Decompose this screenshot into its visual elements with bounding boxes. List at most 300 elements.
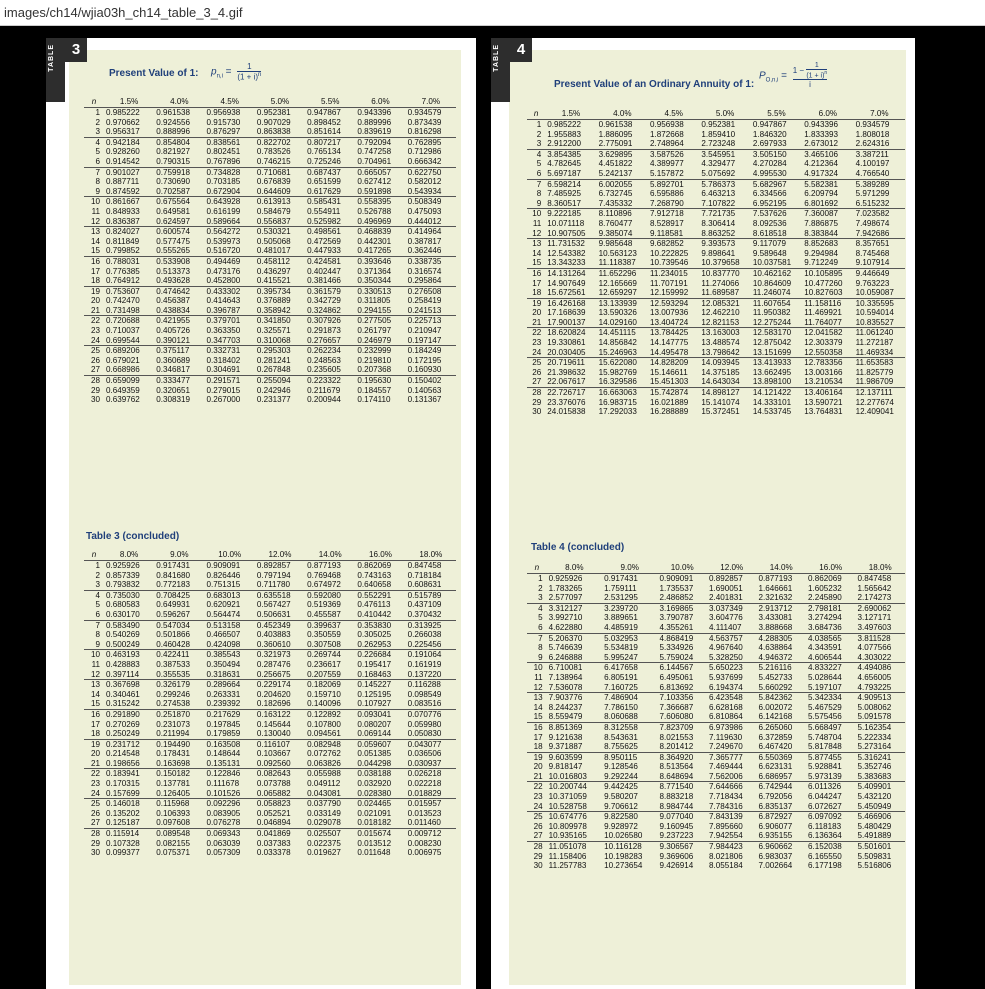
value-cell: 0.122846	[206, 769, 241, 779]
value-cell: 0.802451	[206, 147, 241, 157]
value-cell: 0.769468	[307, 570, 341, 580]
column-header: 12.0%	[707, 562, 757, 574]
value-cell: 0.665057	[357, 167, 392, 177]
period-cell: 29	[533, 851, 543, 861]
value-cell: 9.446649	[855, 268, 890, 278]
value-cell: 13.590326	[598, 308, 637, 318]
period-cell: 24	[84, 789, 104, 799]
value-cell: 0.057309	[206, 848, 241, 858]
table-4-main	[527, 108, 905, 417]
value-cell: 0.338735	[407, 256, 442, 266]
value-cell: 8.357651	[855, 239, 890, 249]
column-header: 4.5%	[205, 96, 255, 108]
value-cell: 10.477260	[804, 278, 843, 288]
value-cell: 0.183941	[105, 769, 140, 779]
value-cell: 0.649581	[156, 206, 191, 216]
value-cell: 0.246979	[355, 336, 405, 346]
formula-denominator: i	[793, 79, 827, 89]
value-cell: 0.015674	[357, 829, 392, 839]
value-cell: 9.294984	[804, 248, 838, 258]
value-cell: 9.121638	[548, 732, 583, 742]
value-cell: 0.513373	[156, 266, 191, 276]
value-cell: 6.810864	[707, 712, 757, 722]
value-cell: 0.468839	[357, 227, 392, 237]
period-cell: 7	[95, 167, 100, 177]
value-cell: 0.816298	[406, 127, 456, 137]
value-cell: 16.983715	[598, 397, 637, 407]
table-row	[527, 368, 905, 378]
table-row	[84, 818, 456, 828]
value-cell: 3.854385	[547, 149, 582, 159]
value-cell: 0.826446	[206, 570, 241, 580]
value-cell: 6.973986	[708, 722, 743, 732]
value-cell: 0.424581	[307, 256, 341, 266]
value-cell: 0.360610	[255, 640, 305, 650]
period-cell: 10	[90, 650, 100, 660]
value-cell: 0.041869	[256, 829, 291, 839]
value-cell: 10.563123	[598, 248, 637, 258]
value-cell: 0.887711	[105, 177, 140, 187]
period-cell: 27	[527, 377, 545, 387]
value-cell: 0.235605	[305, 365, 355, 375]
period-cell: 25	[532, 358, 542, 368]
value-cell: 8.618518	[751, 229, 802, 239]
column-header: 8.0%	[104, 549, 154, 561]
period-cell: 9	[84, 640, 104, 650]
value-cell: 0.515789	[407, 590, 442, 600]
value-cell: 0.018182	[355, 818, 405, 828]
value-cell: 0.195630	[357, 376, 392, 386]
value-cell: 0.582012	[407, 177, 442, 187]
table-row	[84, 167, 456, 177]
value-cell: 0.250249	[104, 729, 154, 739]
value-cell: 4.793225	[855, 683, 905, 693]
value-cell: 0.011648	[357, 848, 391, 858]
value-cell: 9.589648	[752, 248, 787, 258]
value-cell: 9.822580	[604, 812, 638, 822]
value-cell: 19.330861	[547, 338, 586, 348]
value-cell: 0.687437	[307, 167, 341, 177]
table-row	[84, 839, 456, 849]
value-cell: 11.825779	[855, 367, 894, 377]
value-cell: 6.835137	[756, 802, 806, 812]
value-cell: 4.494086	[857, 663, 892, 673]
formula-inner-fraction	[806, 62, 827, 79]
table-row	[84, 316, 456, 326]
value-cell: 0.148644	[206, 749, 241, 759]
table-row	[84, 296, 456, 306]
period-cell: 23	[90, 326, 100, 336]
value-cell: 0.683013	[206, 590, 241, 600]
value-cell: 0.917431	[604, 574, 638, 583]
value-cell: 0.310068	[255, 336, 305, 346]
value-cell: 10.827603	[802, 288, 853, 298]
period-cell: 18	[527, 288, 545, 298]
value-cell: 0.363350	[206, 326, 241, 336]
value-cell: 0.231073	[156, 719, 191, 729]
value-cell: 0.318631	[205, 670, 255, 680]
value-cell: 5.668497	[807, 722, 842, 732]
value-cell: 4.656005	[857, 672, 892, 682]
period-cell: 29	[90, 385, 100, 395]
period-cell: 17	[90, 266, 100, 276]
period-cell: 16	[533, 722, 543, 732]
table-row	[84, 749, 456, 759]
value-cell: 0.013523	[407, 808, 442, 818]
value-cell: 0.747258	[357, 147, 392, 157]
value-cell: 6.872927	[758, 812, 793, 822]
value-cell: 0.211679	[307, 385, 341, 395]
value-cell: 0.928260	[105, 147, 140, 157]
value-cell: 14.333101	[752, 397, 792, 407]
value-cell: 0.098549	[407, 689, 442, 699]
table-row	[527, 722, 905, 732]
value-cell: 0.481017	[255, 246, 305, 256]
value-cell: 0.093041	[357, 709, 392, 719]
table-3-title-text: Present Value of 1:	[109, 68, 199, 79]
value-cell: 0.150182	[156, 769, 191, 779]
table-row	[527, 712, 905, 722]
value-cell: 5.157872	[648, 169, 699, 179]
value-cell: 0.097608	[154, 818, 204, 828]
value-cell: 4.343591	[807, 643, 842, 653]
period-cell: 6	[84, 610, 104, 620]
table-row	[527, 130, 905, 140]
value-cell: 3.387211	[855, 149, 889, 159]
value-cell: 1.833393	[804, 129, 838, 139]
value-cell: 17.168639	[547, 308, 586, 318]
value-cell: 6.598214	[547, 179, 582, 189]
period-cell: 16	[532, 268, 542, 278]
value-cell: 6.742944	[758, 782, 793, 792]
value-cell: 24.015838	[547, 407, 586, 417]
value-cell: 0.649359	[105, 385, 140, 395]
value-cell: 12.085321	[701, 298, 740, 308]
value-cell: 6.144567	[659, 663, 694, 673]
value-cell: 13.784425	[650, 328, 689, 338]
value-cell: 0.038188	[357, 769, 392, 779]
value-cell: 0.877193	[307, 561, 341, 570]
table-row	[527, 603, 905, 613]
value-cell: 0.888996	[154, 127, 204, 137]
value-cell: 0.350494	[206, 659, 241, 669]
table-row	[527, 742, 905, 752]
column-header: 8.0%	[547, 562, 602, 574]
value-cell: 0.094561	[305, 729, 355, 739]
table-row	[527, 258, 905, 268]
table-row	[84, 395, 456, 405]
period-cell: 11	[91, 206, 100, 216]
value-cell: 0.751315	[205, 580, 255, 590]
value-cell: 6.495061	[659, 672, 694, 682]
value-cell: 0.241513	[406, 306, 456, 316]
period-cell: 4	[95, 137, 100, 147]
value-cell: 8.984744	[657, 802, 707, 812]
value-cell: 0.772183	[154, 580, 204, 590]
value-cell: 0.182696	[255, 699, 305, 709]
period-cell: 7	[95, 620, 100, 630]
value-cell: 4.303022	[855, 653, 905, 663]
table-row	[84, 276, 456, 286]
value-cell: 1.846320	[752, 129, 787, 139]
table-row	[527, 643, 905, 653]
value-cell: 12.783356	[804, 358, 843, 368]
value-cell: 1.605232	[807, 583, 842, 593]
value-cell: 3.312127	[548, 603, 583, 613]
value-cell: 7.469444	[708, 762, 743, 772]
value-cell: 0.519369	[307, 600, 341, 610]
value-cell: 6.118183	[807, 821, 842, 831]
value-cell: 0.731498	[104, 306, 154, 316]
table-row	[84, 237, 456, 247]
value-cell: 0.101526	[205, 789, 255, 799]
value-cell: 0.332731	[206, 346, 241, 356]
value-cell: 8.648694	[657, 772, 707, 782]
table-row	[527, 613, 905, 623]
image-path-bar	[0, 0, 985, 26]
value-cell: 0.281241	[256, 355, 291, 365]
value-cell: 0.168463	[355, 670, 405, 680]
value-cell: 0.207559	[305, 670, 355, 680]
formula-lhs: P	[759, 70, 766, 82]
value-cell: 0.225456	[406, 640, 456, 650]
table-row	[84, 217, 456, 227]
value-cell: 0.702587	[154, 187, 204, 197]
value-cell: 0.679021	[105, 355, 140, 365]
value-cell: 0.393646	[357, 256, 392, 266]
value-cell: 0.635518	[256, 590, 291, 600]
table-row	[527, 377, 905, 387]
value-cell: 7.360087	[804, 209, 838, 219]
value-cell: 10.273654	[604, 861, 643, 871]
value-cell: 0.358942	[255, 306, 305, 316]
value-cell: 0.743163	[357, 570, 392, 580]
value-cell: 0.811849	[105, 236, 140, 246]
table-row	[527, 663, 905, 673]
value-cell: 10.935165	[547, 831, 602, 841]
value-cell: 0.315242	[104, 699, 154, 709]
value-cell: 9.117079	[752, 239, 786, 249]
period-cell: 30	[532, 407, 542, 417]
value-cell: 0.083516	[406, 699, 456, 709]
value-cell: 5.973139	[806, 772, 856, 782]
value-cell: 8.383844	[802, 229, 853, 239]
value-cell: 0.311805	[357, 296, 391, 306]
value-cell: 6.935155	[756, 831, 806, 841]
formula-numerator	[793, 62, 827, 79]
value-cell: 9.928972	[604, 821, 638, 831]
value-cell: 0.032920	[357, 779, 392, 789]
value-cell: 0.036506	[407, 749, 442, 759]
value-cell: 0.788031	[105, 256, 140, 266]
value-cell: 0.385543	[206, 650, 241, 660]
value-cell: 0.049112	[307, 779, 341, 789]
table-row	[84, 306, 456, 316]
table-row	[84, 365, 456, 375]
table-3-concluded-title: Table 3 (concluded)	[86, 531, 180, 542]
value-cell: 0.558395	[357, 197, 392, 207]
value-cell: 7.537626	[752, 209, 787, 219]
value-cell: 0.494469	[206, 256, 241, 266]
value-cell: 0.006975	[407, 848, 442, 858]
value-cell: 0.436297	[256, 266, 291, 276]
value-cell: 0.137220	[406, 670, 456, 680]
value-cell: 8.364920	[659, 752, 694, 762]
value-cell: 0.577475	[156, 236, 191, 246]
value-cell: 10.071118	[547, 218, 585, 228]
value-cell: 0.197845	[206, 719, 241, 729]
value-cell: 10.674776	[548, 812, 587, 822]
value-cell: 0.231377	[256, 395, 291, 405]
value-cell: 11.246074	[751, 288, 802, 298]
value-cell: 0.952381	[701, 120, 736, 129]
value-cell: 0.115968	[156, 799, 190, 809]
value-cell: 12.159992	[648, 288, 699, 298]
value-cell: 5.480429	[857, 821, 892, 831]
value-cell: 3.811528	[857, 633, 891, 643]
value-cell: 13.404724	[648, 318, 699, 328]
value-cell: 5.842362	[758, 693, 793, 703]
value-cell: 3.587526	[650, 149, 684, 159]
value-cell: 0.734828	[206, 167, 241, 177]
value-cell: 4.868419	[659, 633, 694, 643]
value-cell: 0.125187	[104, 818, 154, 828]
value-cell: 8.513564	[659, 762, 694, 772]
value-cell: 0.616199	[206, 206, 241, 216]
value-cell: 5.383683	[855, 772, 905, 782]
value-cell: 0.255094	[256, 376, 291, 386]
period-cell: 10	[90, 197, 100, 207]
value-cell: 8.755625	[602, 742, 657, 752]
table-row	[527, 831, 905, 841]
period-cell: 1	[95, 108, 100, 117]
period-cell: 23	[532, 338, 542, 348]
period-cell: 1	[95, 561, 100, 570]
table-row	[84, 157, 456, 167]
value-cell: 0.037790	[307, 799, 341, 809]
value-cell: 0.387817	[407, 236, 442, 246]
value-cell: 0.274538	[154, 699, 204, 709]
value-cell: 0.381466	[305, 276, 355, 286]
value-cell: 5.242137	[597, 169, 648, 179]
value-cell: 4.270284	[752, 159, 787, 169]
value-cell: 6.142168	[756, 712, 806, 722]
value-cell: 5.032953	[604, 633, 638, 643]
column-header: 4.5%	[648, 108, 699, 120]
value-cell: 0.009712	[407, 829, 442, 839]
value-cell: 13.007936	[650, 308, 689, 318]
value-cell: 14.643034	[699, 377, 750, 387]
table-row	[84, 207, 456, 217]
value-cell: 0.304691	[205, 365, 255, 375]
value-cell: 8.306414	[701, 218, 736, 228]
value-cell: 5.432120	[857, 792, 892, 802]
column-header: 10.0%	[205, 549, 255, 561]
value-cell: 0.022375	[307, 838, 341, 848]
value-cell: 3.127171	[857, 613, 892, 623]
value-cell: 0.350344	[355, 276, 405, 286]
value-cell: 0.276508	[407, 286, 442, 296]
value-cell: 1.690051	[708, 583, 743, 593]
table-row	[84, 690, 456, 700]
value-cell: 14.029160	[597, 318, 648, 328]
period-cell: 16	[90, 256, 100, 266]
period-cell: 9	[527, 199, 545, 209]
table-row	[527, 348, 905, 358]
table-header-row	[84, 96, 456, 108]
value-cell: 6.686957	[756, 772, 806, 782]
value-cell: 0.163508	[206, 739, 241, 749]
value-cell: 0.111678	[206, 779, 240, 789]
value-cell: 0.847458	[857, 574, 892, 583]
value-cell: 9.160945	[659, 821, 694, 831]
value-cell: 0.367698	[105, 680, 140, 690]
period-cell: 19	[90, 739, 100, 749]
table-header-row	[84, 549, 456, 561]
value-cell: 0.639762	[105, 395, 140, 405]
value-cell: 0.746215	[255, 157, 305, 167]
formula-eq: =	[222, 66, 232, 78]
value-cell: 0.313925	[407, 620, 442, 630]
table-row	[84, 177, 456, 187]
value-cell: 0.399637	[307, 620, 341, 630]
value-cell: 0.956938	[650, 120, 684, 129]
value-cell: 1.808018	[855, 129, 890, 139]
period-cell: 15	[84, 699, 104, 709]
value-cell: 13.590721	[804, 397, 843, 407]
table-row	[527, 584, 905, 594]
period-cell: 6	[527, 169, 545, 179]
value-cell: 9.898641	[701, 248, 736, 258]
value-cell: 0.651599	[307, 177, 341, 187]
value-cell: 7.366687	[659, 702, 694, 712]
value-cell: 11.689587	[699, 288, 750, 298]
value-cell: 2.775091	[597, 139, 648, 149]
value-cell: 5.162354	[857, 722, 892, 732]
value-cell: 4.909513	[857, 693, 892, 703]
value-cell: 0.699544	[104, 336, 154, 346]
value-cell: 0.072762	[307, 749, 341, 759]
value-cell: 4.766540	[854, 169, 905, 179]
value-cell: 0.140096	[305, 699, 355, 709]
value-cell: 0.225713	[407, 316, 442, 326]
table-row	[527, 852, 905, 862]
value-cell: 0.340461	[105, 689, 140, 699]
value-cell: 3.169865	[659, 603, 694, 613]
value-cell: 0.961538	[598, 120, 633, 129]
value-cell: 7.912718	[650, 209, 684, 219]
table-row	[84, 590, 456, 600]
period-cell: 26	[533, 821, 543, 831]
period-cell: 25	[533, 812, 543, 822]
formula-den-text: (1 + i)	[237, 72, 258, 82]
table-row	[527, 139, 905, 149]
value-cell: 4.329477	[701, 159, 736, 169]
period-cell: 25	[90, 346, 100, 356]
value-cell: 7.119630	[708, 732, 743, 742]
table-row	[527, 633, 905, 643]
value-cell: 5.452733	[758, 672, 793, 682]
table-row	[527, 802, 905, 812]
value-cell: 6.334566	[752, 189, 787, 199]
value-cell: 0.543934	[406, 187, 456, 197]
value-cell: 6.732745	[598, 189, 633, 199]
value-cell: 0.421955	[156, 316, 191, 326]
formula-inner-num: 1	[814, 62, 819, 69]
period-cell: 5	[536, 159, 542, 169]
value-cell: 0.643928	[206, 197, 241, 207]
value-cell: 4.995530	[751, 169, 802, 179]
